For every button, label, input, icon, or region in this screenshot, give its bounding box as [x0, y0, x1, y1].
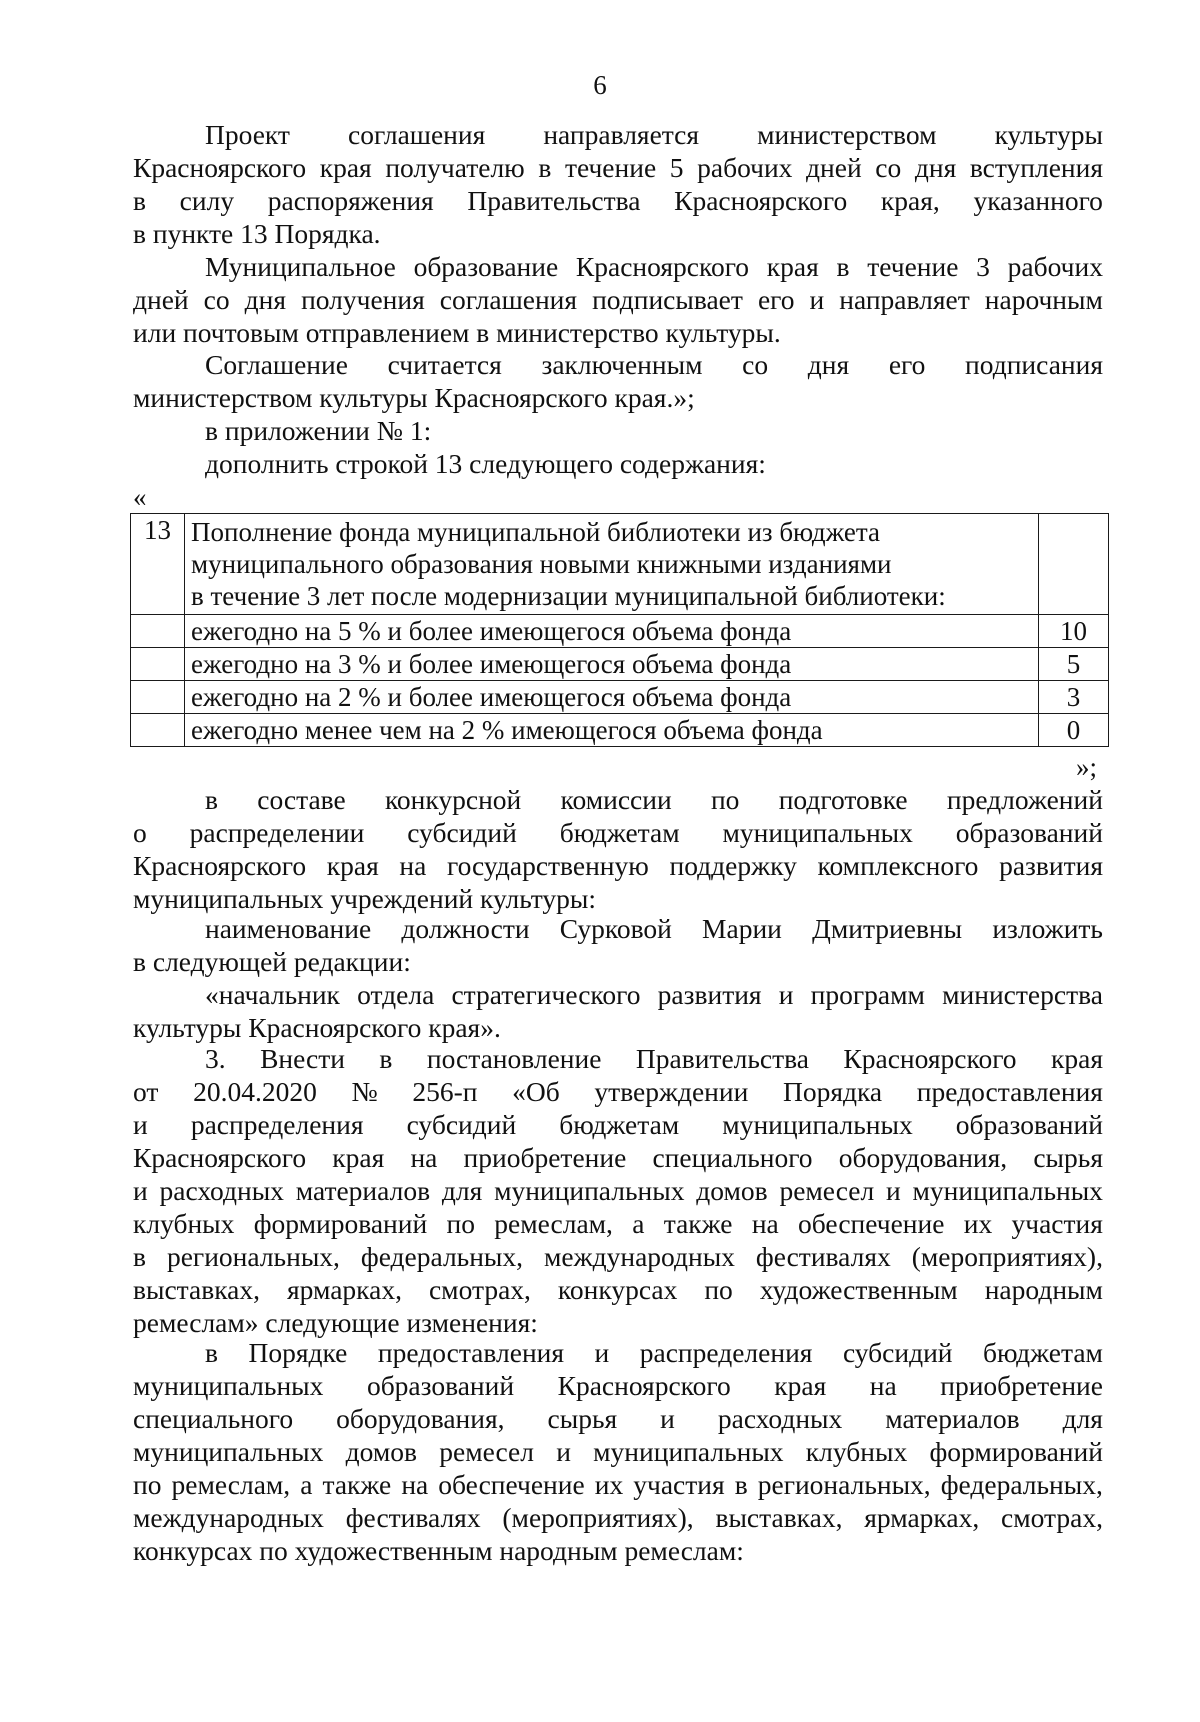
- word: ремесел: [779, 1175, 875, 1206]
- word: Проект: [205, 119, 290, 150]
- word: Красноярского: [843, 1043, 1017, 1074]
- text-line: в следующей редакции:: [133, 946, 411, 977]
- word: 5: [669, 152, 684, 183]
- word: художественным: [759, 1274, 958, 1305]
- word: министерством: [757, 119, 937, 150]
- word: развития: [999, 850, 1103, 881]
- word: домов: [696, 1175, 768, 1206]
- word: Красноярского: [133, 850, 307, 881]
- word: приобретение: [463, 1142, 627, 1173]
- word: в: [836, 251, 850, 282]
- paragraph-commission: [133, 783, 1103, 915]
- word: выставках,: [133, 1274, 260, 1305]
- word: муниципальных: [593, 1436, 784, 1467]
- word: Порядке: [248, 1337, 348, 1368]
- points-cell: 5: [1039, 648, 1109, 681]
- word: муниципальных: [133, 1436, 324, 1467]
- word: дней: [133, 284, 189, 315]
- word: и: [886, 1175, 901, 1206]
- word: по: [710, 784, 740, 815]
- word: края: [319, 152, 372, 183]
- word: отдела: [357, 979, 435, 1010]
- points-cell: 3: [1039, 681, 1109, 714]
- word: распределения: [190, 1109, 364, 1140]
- word: субсидий: [406, 1109, 517, 1140]
- word: на: [869, 1370, 897, 1401]
- text-line: муниципальных учреждений культуры:: [133, 883, 597, 914]
- word: наименование: [205, 913, 372, 944]
- word: дня: [914, 152, 957, 183]
- word: Муниципальное: [205, 251, 396, 282]
- text-line: [133, 1108, 1103, 1141]
- word: края: [332, 1142, 385, 1173]
- word: получателю: [385, 152, 525, 183]
- word: 256-п: [412, 1076, 478, 1107]
- word: образований: [955, 817, 1103, 848]
- table-row: [131, 648, 1109, 681]
- word: со: [742, 349, 769, 380]
- word: конкурсной: [384, 784, 522, 815]
- word: приобретение: [940, 1370, 1103, 1401]
- word: ремеслам,: [171, 1469, 291, 1500]
- word: края: [766, 251, 819, 282]
- text-line: [133, 1207, 1103, 1240]
- word: ярмарках,: [864, 1502, 980, 1533]
- word: предложений: [946, 784, 1103, 815]
- text-line: [133, 1174, 1103, 1207]
- word: бюджетам: [559, 1109, 680, 1140]
- table-row: [131, 681, 1109, 714]
- word: распределения: [639, 1337, 813, 1368]
- word: международных: [544, 1241, 735, 1272]
- word: их: [963, 1208, 993, 1239]
- description-line: Пополнение фонда муниципальной библиотеки из бюджета: [191, 517, 880, 547]
- points-cell: 10: [1039, 615, 1109, 648]
- criteria-table: [130, 513, 1109, 747]
- criterion-cell: ежегодно на 5 % и более имеющегося объема фонда: [185, 615, 1039, 648]
- word: бюджетам: [983, 1337, 1103, 1368]
- word: министерства: [942, 979, 1103, 1010]
- word: поддержку: [669, 850, 797, 881]
- word: от: [133, 1076, 159, 1107]
- word: дня: [244, 284, 287, 315]
- word: соглашения: [439, 284, 578, 315]
- word: Правительства: [635, 1043, 809, 1074]
- word: Красноярского: [133, 152, 307, 183]
- word: должности: [401, 913, 530, 944]
- text-line: [133, 1501, 1103, 1534]
- word: также: [663, 1208, 733, 1239]
- word: Внести: [260, 1043, 345, 1074]
- word: образований: [366, 1370, 515, 1401]
- word: специального: [133, 1403, 294, 1434]
- word: «Об: [512, 1076, 560, 1107]
- word: подписания: [965, 349, 1103, 380]
- page-number: 6: [593, 70, 607, 100]
- word: составе: [257, 784, 346, 815]
- word: края: [774, 1370, 827, 1401]
- word: в: [538, 152, 552, 183]
- word: края,: [880, 185, 940, 216]
- word: муниципальных: [722, 1109, 913, 1140]
- word: субсидий: [842, 1337, 953, 1368]
- text-line: [133, 1075, 1103, 1108]
- quote-close: »;: [1076, 752, 1098, 782]
- points-cell: [1039, 514, 1109, 615]
- word: сырья: [547, 1403, 618, 1434]
- word: Красноярского: [557, 1370, 731, 1401]
- word: в: [133, 185, 146, 216]
- criterion-cell: ежегодно на 3 % и более имеющегося объема фонда: [185, 648, 1039, 681]
- word: Дмитриевны: [812, 913, 963, 944]
- word: нарочным: [984, 284, 1103, 315]
- word: клубных: [133, 1208, 235, 1239]
- word: муниципальных: [494, 1175, 685, 1206]
- word: комплексного: [817, 850, 979, 881]
- word: предоставления: [377, 1337, 565, 1368]
- text-line: [133, 1435, 1103, 1468]
- word: образований: [955, 1109, 1103, 1140]
- word: течение: [564, 152, 657, 183]
- text-line: [133, 118, 1103, 151]
- text-line: [133, 1369, 1103, 1402]
- word: федеральных,: [940, 1469, 1103, 1500]
- word: смотрах,: [428, 1274, 531, 1305]
- word: фестивалях: [755, 1241, 891, 1272]
- text-line: [133, 1273, 1103, 1306]
- row-number-cell: [131, 681, 185, 714]
- text-line: [133, 151, 1103, 184]
- description-line: муниципального образования новыми книжными изданиями: [191, 549, 892, 579]
- word: домов: [345, 1436, 417, 1467]
- word: а: [632, 1208, 645, 1239]
- word: дня: [807, 349, 850, 380]
- word: Сурковой: [559, 913, 672, 944]
- text-line: [133, 816, 1103, 849]
- word: и: [594, 1337, 610, 1368]
- word: 3: [976, 251, 990, 282]
- word: утверждении: [594, 1076, 749, 1107]
- word: предоставления: [916, 1076, 1103, 1107]
- paragraph-new-title: [133, 978, 1103, 1044]
- word: выставках,: [715, 1502, 843, 1533]
- word: направляется: [543, 119, 699, 150]
- word: для: [1062, 1403, 1103, 1434]
- word: по: [446, 1208, 475, 1239]
- word: фестивалях: [345, 1502, 481, 1533]
- table-row-main: [131, 514, 1109, 615]
- word: государственную: [447, 850, 649, 881]
- word: бюджетам: [559, 817, 680, 848]
- word: на: [399, 850, 427, 881]
- word: в: [205, 1337, 218, 1368]
- text-line: [133, 1240, 1103, 1273]
- word: клубных: [805, 1436, 908, 1467]
- word: постановление: [426, 1043, 602, 1074]
- word: а: [300, 1469, 313, 1500]
- word: обеспечение: [438, 1469, 585, 1500]
- word: в: [379, 1043, 393, 1074]
- word: силу: [179, 185, 235, 216]
- word: соглашения: [348, 119, 486, 150]
- word: со: [203, 284, 230, 315]
- word: также: [322, 1469, 392, 1500]
- text-line: культуры Красноярского края».: [133, 1012, 501, 1043]
- text-line: [133, 912, 1103, 945]
- word: материалов: [885, 1403, 1020, 1434]
- word: участия: [1011, 1208, 1103, 1239]
- text-line: [133, 283, 1103, 316]
- description-cell: [185, 514, 1039, 615]
- paragraph-appendix: [133, 414, 1103, 480]
- word: Порядка: [782, 1076, 883, 1107]
- word: обеспечение: [798, 1208, 945, 1239]
- word: дней: [806, 152, 862, 183]
- criterion-cell: ежегодно на 2 % и более имеющегося объема фонда: [185, 681, 1039, 714]
- row-number-cell: 13: [131, 514, 185, 615]
- text-line: в пункте 13 Порядка.: [133, 218, 381, 249]
- row-number-cell: [131, 714, 185, 747]
- word: народным: [984, 1274, 1103, 1305]
- word: и: [778, 979, 794, 1010]
- word: и: [660, 1403, 675, 1434]
- word: расходных: [717, 1403, 843, 1434]
- word: на: [751, 1208, 779, 1239]
- word: ярмарках,: [287, 1274, 402, 1305]
- row-number-cell: [131, 615, 185, 648]
- points-cell: 0: [1039, 714, 1109, 747]
- word: и: [809, 284, 825, 315]
- word: течение: [867, 251, 959, 282]
- text-line: [133, 978, 1103, 1011]
- word: региональных,: [757, 1469, 931, 1500]
- word: направляет: [839, 284, 970, 315]
- text-line: [133, 1042, 1103, 1075]
- word: образование: [413, 251, 559, 282]
- text-line: министерством культуры Красноярского края.»;: [133, 382, 695, 413]
- word: его: [757, 284, 795, 315]
- word: для: [441, 1175, 483, 1206]
- text-line: [133, 1402, 1103, 1435]
- word: (мероприятиях),: [911, 1241, 1103, 1272]
- word: №: [351, 1076, 378, 1107]
- row-number-cell: [131, 648, 185, 681]
- word: изложить: [992, 913, 1103, 944]
- paragraph-concluded: [133, 348, 1103, 414]
- word: подготовке: [778, 784, 908, 815]
- word: оборудования,: [838, 1142, 1008, 1173]
- word: в: [133, 1241, 146, 1272]
- word: сырья: [1033, 1142, 1103, 1173]
- word: ремеслам,: [494, 1208, 613, 1239]
- word: расходных: [159, 1175, 284, 1206]
- add-row-line: дополнить строкой 13 следующего содержания:: [205, 448, 766, 479]
- word: федеральных,: [360, 1241, 524, 1272]
- word: края: [326, 850, 379, 881]
- word: на: [410, 1142, 438, 1173]
- word: и: [556, 1436, 571, 1467]
- text-line: [133, 783, 1103, 816]
- word: Соглашение: [205, 349, 348, 380]
- word: в: [734, 1469, 748, 1500]
- word: комиссии: [560, 784, 672, 815]
- quote-open: «: [133, 482, 147, 512]
- text-line: [133, 1141, 1103, 1174]
- word: Марии: [702, 913, 782, 944]
- word: культуры: [994, 119, 1103, 150]
- table-row: [131, 714, 1109, 747]
- word: международных: [133, 1502, 324, 1533]
- word: развития: [657, 979, 762, 1010]
- word: смотрах,: [1001, 1502, 1103, 1533]
- word: указанного: [973, 185, 1103, 216]
- word: региональных,: [166, 1241, 340, 1272]
- word: подписывает: [592, 284, 743, 315]
- word: муниципальных: [722, 817, 913, 848]
- word: и: [133, 1109, 148, 1140]
- word: формирований: [253, 1208, 428, 1239]
- word: оборудования,: [336, 1403, 505, 1434]
- text-line: [133, 1336, 1103, 1369]
- text-line: [133, 348, 1103, 381]
- word: стратегического: [451, 979, 641, 1010]
- word: специального: [652, 1142, 813, 1173]
- text-line: [133, 1468, 1103, 1501]
- word: субсидий: [407, 817, 517, 848]
- criterion-cell: ежегодно менее чем на 2 % имеющегося объема фонда: [185, 714, 1039, 747]
- word: рабочих: [697, 152, 793, 183]
- word: их: [594, 1469, 624, 1500]
- paragraph-position: [133, 912, 1103, 978]
- word: заключенным: [541, 349, 703, 380]
- word: и: [133, 1175, 148, 1206]
- word: муниципальных: [133, 1370, 324, 1401]
- text-line: или почтовым отправлением в министерство культуры.: [133, 317, 781, 348]
- word: распоряжения: [267, 185, 434, 216]
- word: Красноярского: [133, 1142, 307, 1173]
- word: по: [704, 1274, 733, 1305]
- appendix-line: в приложении № 1:: [205, 415, 432, 446]
- word: о: [133, 817, 147, 848]
- paragraph-municipal: [133, 250, 1103, 349]
- word: участия: [633, 1469, 725, 1500]
- word: 3.: [205, 1043, 226, 1074]
- table-row: [131, 615, 1109, 648]
- paragraph-agreement: [133, 118, 1103, 250]
- text-line: ремеслам» следующие изменения:: [133, 1307, 538, 1338]
- text-line: [133, 250, 1103, 283]
- word: со: [875, 152, 902, 183]
- word: конкурсах: [557, 1274, 678, 1305]
- word: (мероприятиях),: [502, 1502, 694, 1533]
- word: на: [401, 1469, 429, 1500]
- text-line: конкурсах по художественным народным ремеслам:: [133, 1535, 744, 1566]
- word: материалов: [295, 1175, 431, 1206]
- text-line: [133, 849, 1103, 882]
- word: по: [133, 1469, 162, 1500]
- word: края: [1051, 1043, 1103, 1074]
- word: считается: [387, 349, 502, 380]
- paragraph-order: [133, 1336, 1103, 1567]
- word: ремесел: [439, 1436, 534, 1467]
- word: его: [888, 349, 926, 380]
- word: 20.04.2020: [193, 1076, 317, 1107]
- word: рабочих: [1007, 251, 1103, 282]
- word: муниципальных: [912, 1175, 1103, 1206]
- word: вступления: [969, 152, 1103, 183]
- word: Красноярского: [575, 251, 750, 282]
- word: программ: [810, 979, 925, 1010]
- paragraph-item-3: [133, 1042, 1103, 1339]
- description-line: в течение 3 лет после модернизации муниципальной библиотеки:: [191, 581, 946, 611]
- word: в: [205, 784, 218, 815]
- word: распределении: [189, 817, 365, 848]
- word: Красноярского: [674, 185, 848, 216]
- word: получения: [301, 284, 425, 315]
- word: «начальник: [205, 979, 340, 1010]
- text-line: [133, 184, 1103, 217]
- word: формирований: [929, 1436, 1103, 1467]
- word: Правительства: [467, 185, 641, 216]
